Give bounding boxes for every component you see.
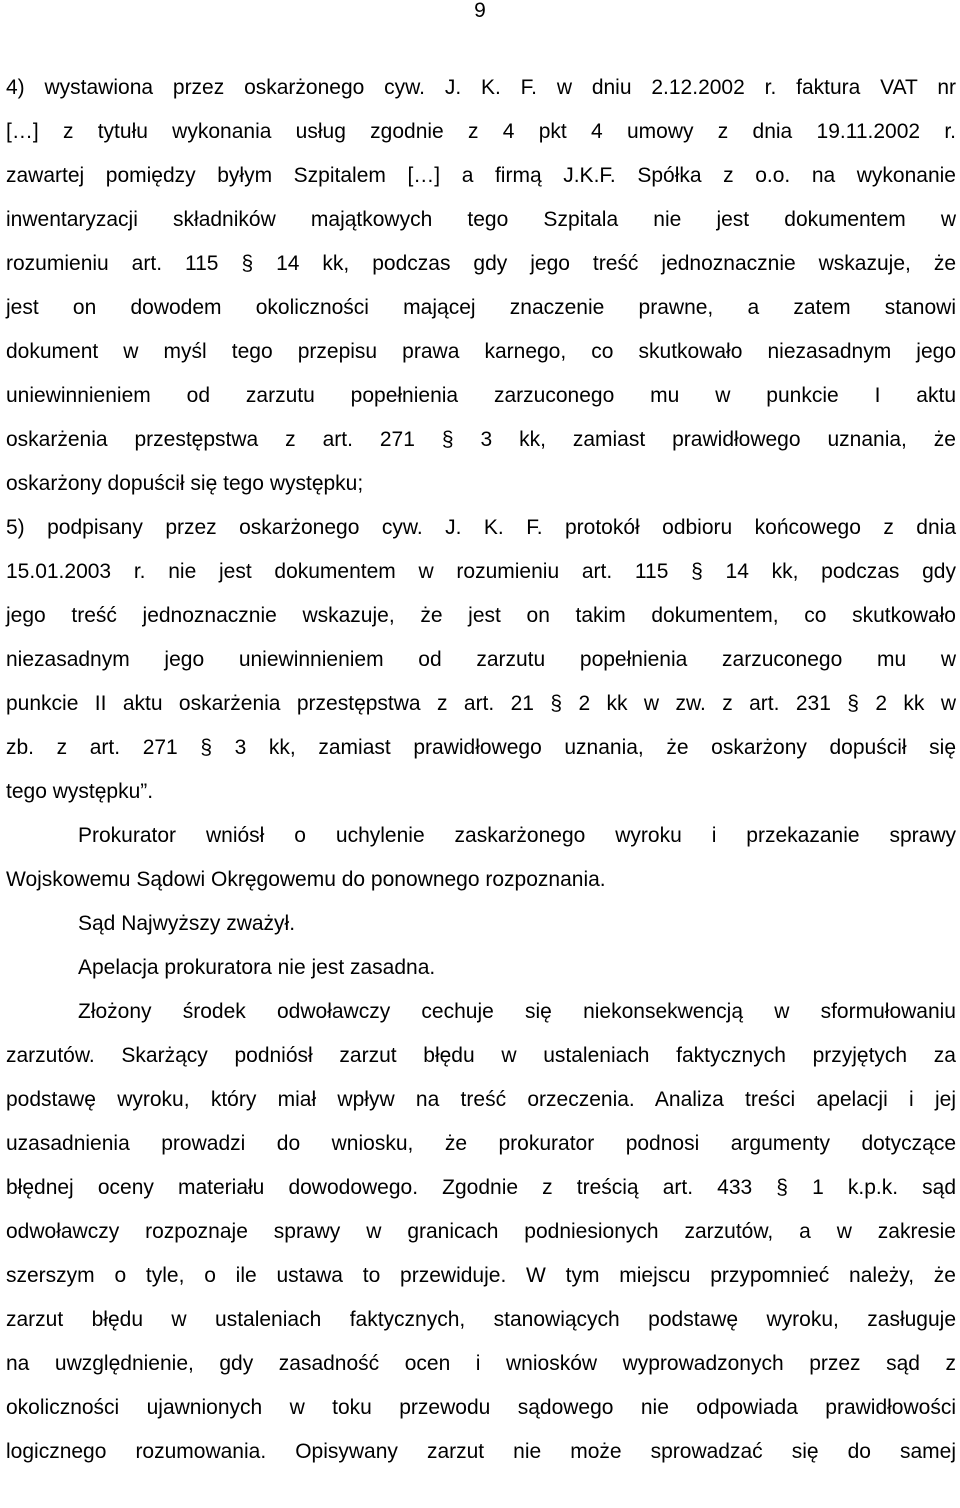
text-line: odwoławczy rozpoznaje sprawy w granicach podniesionych zarzutów, a w zakresie (6, 1220, 956, 1243)
text-line: okoliczności ujawnionych w toku przewodu sądowego nie odpowiada prawidłowości (6, 1396, 956, 1419)
text-line: punkcie II aktu oskarżenia przestępstwa z art. 21 § 2 kk w zw. z art. 231 § 2 kk w (6, 692, 956, 715)
text-line: inwentaryzacji składników majątkowych tego Szpitala nie jest dokumentem w (6, 208, 956, 231)
text-line: zawartej pomiędzy byłym Szpitalem […] a firmą J.K.F. Spółka z o.o. na wykonanie (6, 164, 956, 187)
text-line: Wojskowemu Sądowi Okręgowemu do ponownego rozpoznania. (6, 868, 606, 891)
text-line: oskarżenia przestępstwa z art. 271 § 3 kk, zamiast prawidłowego uznania, że (6, 428, 956, 451)
document-body (6, 66, 956, 1474)
text-line: zarzut błędu w ustaleniach faktycznych, stanowiących podstawę wyroku, zasługuje (6, 1308, 956, 1331)
text-line: zarzutów. Skarżący podniósł zarzut błędu w ustaleniach faktycznych przyjętych za (6, 1044, 956, 1067)
page-number: 9 (474, 0, 486, 22)
text-line: Złożony środek odwoławczy cechuje się niekonsekwencją w sformułowaniu (78, 1000, 956, 1023)
text-line: Prokurator wniósł o uchylenie zaskarżonego wyroku i przekazanie sprawy (78, 824, 956, 847)
text-line: uniewinnieniem od zarzutu popełnienia zarzuconego mu w punkcie I aktu (6, 384, 956, 407)
text-line: 5) podpisany przez oskarżonego cyw. J. K. F. protokół odbioru końcowego z dnia (6, 516, 956, 539)
text-line: błędnej oceny materiału dowodowego. Zgodnie z treścią art. 433 § 1 k.p.k. sąd (6, 1176, 956, 1199)
text-line: jego treść jednoznacznie wskazuje, że jest on takim dokumentem, co skutkowało (6, 604, 956, 627)
text-line: Apelacja prokuratora nie jest zasadna. (78, 956, 436, 979)
text-line: tego występku”. (6, 780, 154, 803)
text-line: rozumieniu art. 115 § 14 kk, podczas gdy jego treść jednoznacznie wskazuje, że (6, 252, 956, 275)
text-line: Sąd Najwyższy zważył. (78, 912, 296, 935)
text-line: jest on dowodem okoliczności mającej znaczenie prawne, a zatem stanowi (6, 296, 956, 319)
text-line: niezasadnym jego uniewinnieniem od zarzutu popełnienia zarzuconego mu w (6, 648, 956, 671)
text-line: zb. z art. 271 § 3 kk, zamiast prawidłowego uznania, że oskarżony dopuścił się (6, 736, 956, 759)
text-line: szerszym o tyle, o ile ustawa to przewiduje. W tym miejscu przypomnieć należy, że (6, 1264, 956, 1287)
text-line: dokument w myśl tego przepisu prawa karnego, co skutkowało niezasadnym jego (6, 340, 956, 363)
text-line: […] z tytułu wykonania usług zgodnie z 4 pkt 4 umowy z dnia 19.11.2002 r. (6, 120, 956, 143)
text-line: 4) wystawiona przez oskarżonego cyw. J. K. F. w dniu 2.12.2002 r. faktura VAT nr (6, 76, 956, 99)
text-line: podstawę wyroku, który miał wpływ na treść orzeczenia. Analiza treści apelacji i jej (6, 1088, 956, 1111)
text-line: 15.01.2003 r. nie jest dokumentem w rozumieniu art. 115 § 14 kk, podczas gdy (6, 560, 956, 583)
text-line: oskarżony dopuścił się tego występku; (6, 472, 364, 495)
text-line: uzasadnienia prowadzi do wniosku, że prokurator podnosi argumenty dotyczące (6, 1132, 956, 1155)
text-line: na uwzględnienie, gdy zasadność ocen i wniosków wyprowadzonych przez sąd z (6, 1352, 956, 1375)
text-line: logicznego rozumowania. Opisywany zarzut nie może sprowadzać się do samej (6, 1440, 956, 1463)
